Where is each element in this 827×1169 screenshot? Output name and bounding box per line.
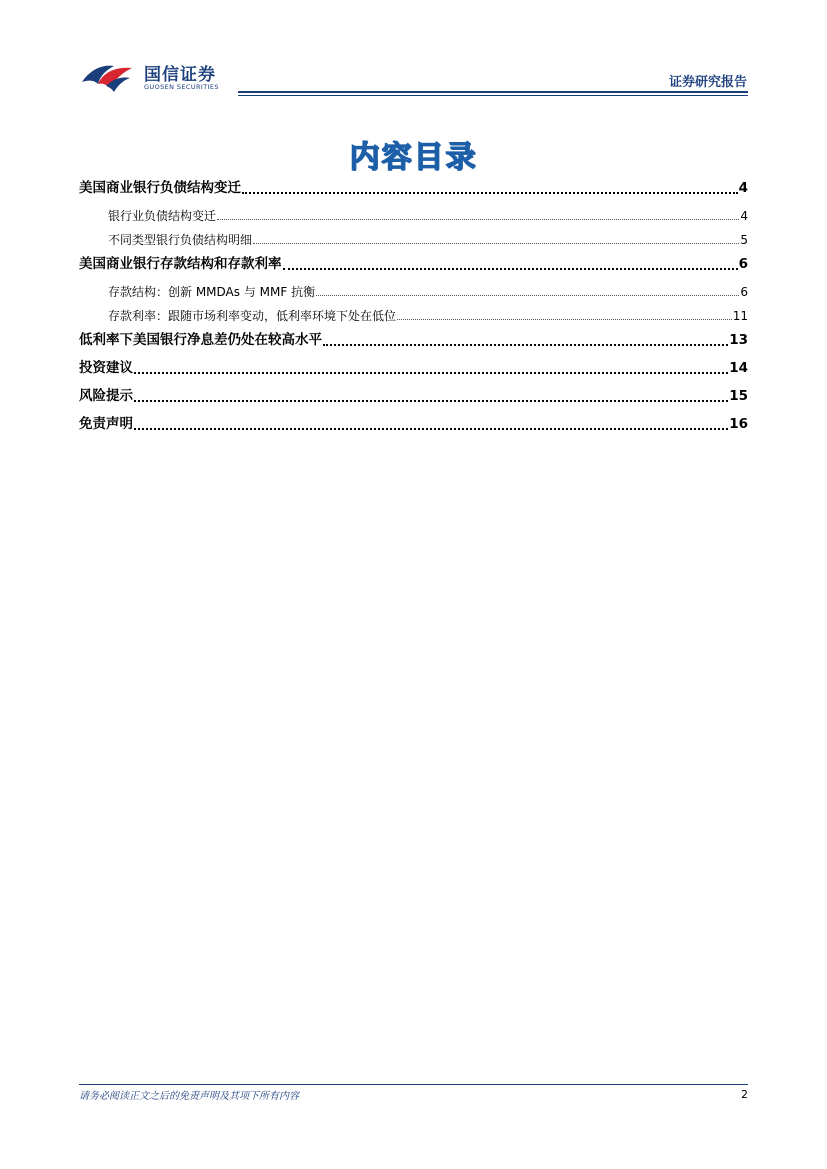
- toc-leader-dots: [316, 295, 739, 296]
- toc-leader-dots: [253, 243, 739, 244]
- logo-chinese-name: 国信证券: [144, 65, 216, 85]
- toc-subentry[interactable]: [79, 280, 748, 304]
- toc-entry[interactable]: [79, 412, 748, 440]
- toc-entry[interactable]: [79, 384, 748, 412]
- toc-entry-page: 5: [740, 233, 748, 247]
- toc-entry[interactable]: [79, 252, 748, 280]
- toc-leader-dots: [323, 344, 728, 346]
- footer-divider: [79, 1084, 748, 1085]
- toc-entry-page: 11: [732, 309, 748, 323]
- toc-leader-dots: [397, 319, 732, 320]
- toc-entry-page: 4: [738, 180, 748, 196]
- toc-title: 内容目录: [349, 140, 478, 175]
- toc-entry-text: 低利率下美国银行净息差仍处在较高水平: [79, 332, 322, 348]
- toc-entry-page: 6: [740, 285, 748, 299]
- toc-entry-text: 风险提示: [79, 388, 133, 404]
- header-divider: [238, 91, 748, 93]
- toc-entry-page: 13: [729, 332, 748, 348]
- footer-disclaimer: 请务必阅读正文之后的免责声明及其项下所有内容: [79, 1091, 299, 1102]
- toc-entry-page: 6: [738, 256, 748, 272]
- toc-entry-text: 投资建议: [79, 360, 133, 376]
- report-type-label: 证券研究报告: [668, 75, 747, 90]
- toc-entry-text: 存款利率：跟随市场利率变动，低利率环境下处在低位: [108, 309, 397, 323]
- toc-entry[interactable]: [79, 328, 748, 356]
- toc-entry-page: 15: [729, 388, 748, 404]
- toc-leader-dots: [217, 219, 739, 220]
- toc-leader-dots: [283, 268, 738, 270]
- toc-subentry[interactable]: [79, 228, 748, 252]
- guosen-logo: [80, 58, 240, 94]
- header-divider-thin: [238, 95, 748, 96]
- toc-leader-dots: [134, 372, 728, 374]
- toc-leader-dots: [134, 428, 728, 430]
- toc-entry-page: 14: [729, 360, 748, 376]
- toc-entry-text: 免责声明: [79, 416, 133, 432]
- page-header: [0, 0, 827, 100]
- toc-entry-text: 银行业负债结构变迁: [108, 209, 217, 223]
- toc-entry[interactable]: [79, 176, 748, 204]
- toc-entry-text: 美国商业银行存款结构和存款利率: [79, 256, 282, 272]
- toc-leader-dots: [242, 192, 738, 194]
- toc-entry-text: 美国商业银行负债结构变迁: [79, 180, 241, 196]
- toc-subentry[interactable]: [79, 304, 748, 328]
- toc-entry-page: 4: [740, 209, 748, 223]
- toc-subentry[interactable]: [79, 204, 748, 228]
- toc-entry-text: 存款结构：创新 MMDAs 与 MMF 抗衡: [108, 285, 316, 299]
- toc-leader-dots: [134, 400, 728, 402]
- logo-english-name: GUOSEN SECURITIES: [144, 83, 219, 91]
- guosen-logo-icon: [80, 58, 138, 94]
- toc-entry-page: 16: [729, 416, 748, 432]
- page-number: 2: [741, 1088, 748, 1101]
- toc-entry-text: 不同类型银行负债结构明细: [108, 233, 253, 247]
- toc-entry[interactable]: [79, 356, 748, 384]
- table-of-contents: [79, 176, 748, 440]
